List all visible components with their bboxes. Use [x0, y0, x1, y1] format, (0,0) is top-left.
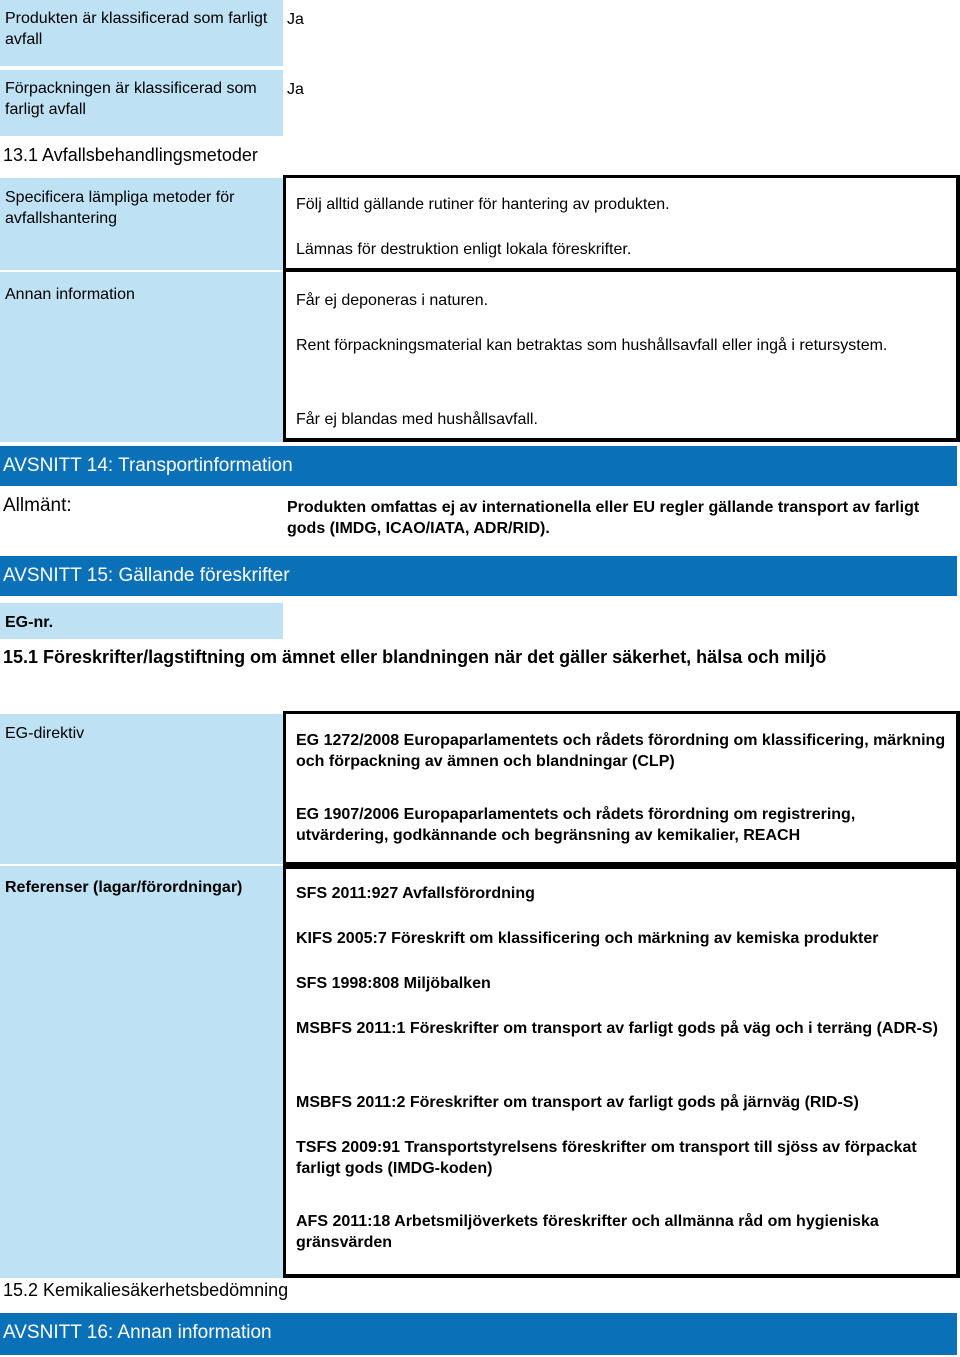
reference-1: SFS 2011:927 Avfallsförordning	[296, 885, 535, 902]
label-eg-directive: EG-direktiv	[0, 714, 283, 864]
value-packaging-hazardous-waste: Ja	[287, 81, 304, 98]
reference-4: MSBFS 2011:1 Föreskrifter om transport av farligt gods på väg och i terräng (ADR-S)	[296, 1020, 938, 1037]
reference-5: MSBFS 2011:2 Föreskrifter om transport av farligt gods på järnväg (RID-S)	[296, 1094, 859, 1111]
other-information-box	[283, 269, 960, 442]
eg-directive-box	[283, 711, 960, 866]
section-15-header: AVSNITT 15: Gällande föreskrifter	[0, 556, 957, 596]
disposal-method-2: Lämnas för destruktion enligt lokala föreskrifter.	[296, 241, 632, 258]
eg-directive-2: EG 1907/2006 Europaparlamentets och rådets förordning om registrering, utvärdering, godkännande och begränsning av kemikalier, REACH	[296, 806, 856, 844]
disposal-methods-box	[283, 175, 960, 272]
other-information-1: Får ej deponeras i naturen.	[296, 292, 489, 309]
reference-7: AFS 2011:18 Arbetsmiljöverkets föreskrifter och allmänna råd om hygieniska gränsvärden	[296, 1213, 879, 1251]
label-product-hazardous-waste: Produkten är klassificerad som farligt avfall	[0, 0, 283, 66]
section-15-2-heading: 15.2 Kemikaliesäkerhetsbedömning	[3, 1280, 289, 1300]
reference-6: TSFS 2009:91 Transportstyrelsens föreskrifter om transport till sjöss av förpackat farligt gods (IMDG-koden)	[296, 1139, 917, 1177]
label-other-information: Annan information	[0, 272, 283, 442]
label-transport-general: Allmänt:	[3, 495, 72, 516]
transport-general-text: Produkten omfattas ej av internationella eller EU regler gällande transport av farligt gods (IMDG, ICAO/IATA, ADR/RID).	[287, 499, 920, 537]
section-13-1-heading: 13.1 Avfallsbehandlingsmetoder	[3, 145, 258, 165]
reference-2: KIFS 2005:7 Föreskrift om klassificering och märkning av kemiska produkter	[296, 930, 879, 947]
references-box	[283, 866, 960, 1278]
section-15-1-heading: 15.1 Föreskrifter/lagstiftning om ämnet eller blandningen när det gäller säkerhet, hälsa och miljö	[3, 647, 827, 667]
other-information-3: Får ej blandas med hushållsavfall.	[296, 411, 538, 428]
section-16-header: AVSNITT 16: Annan information	[0, 1313, 957, 1355]
label-references: Referenser (lagar/förordningar)	[0, 866, 283, 1278]
reference-3: SFS 1998:808 Miljöbalken	[296, 975, 491, 992]
eg-directive-1: EG 1272/2008 Europaparlamentets och rådets förordning om klassificering, märkning och förpackning av ämnen och blandningar (CLP)	[296, 732, 946, 770]
label-packaging-hazardous-waste: Förpackningen är klassificerad som farligt avfall	[0, 70, 283, 136]
disposal-method-1: Följ alltid gällande rutiner för hantering av produkten.	[296, 196, 670, 213]
label-eg-number: EG-nr.	[0, 603, 283, 639]
label-disposal-methods: Specificera lämpliga metoder för avfallshantering	[0, 178, 283, 270]
value-product-hazardous-waste: Ja	[287, 11, 304, 28]
other-information-2: Rent förpackningsmaterial kan betraktas som hushållsavfall eller ingå i retursystem.	[296, 337, 888, 354]
section-14-header: AVSNITT 14: Transportinformation	[0, 446, 957, 486]
